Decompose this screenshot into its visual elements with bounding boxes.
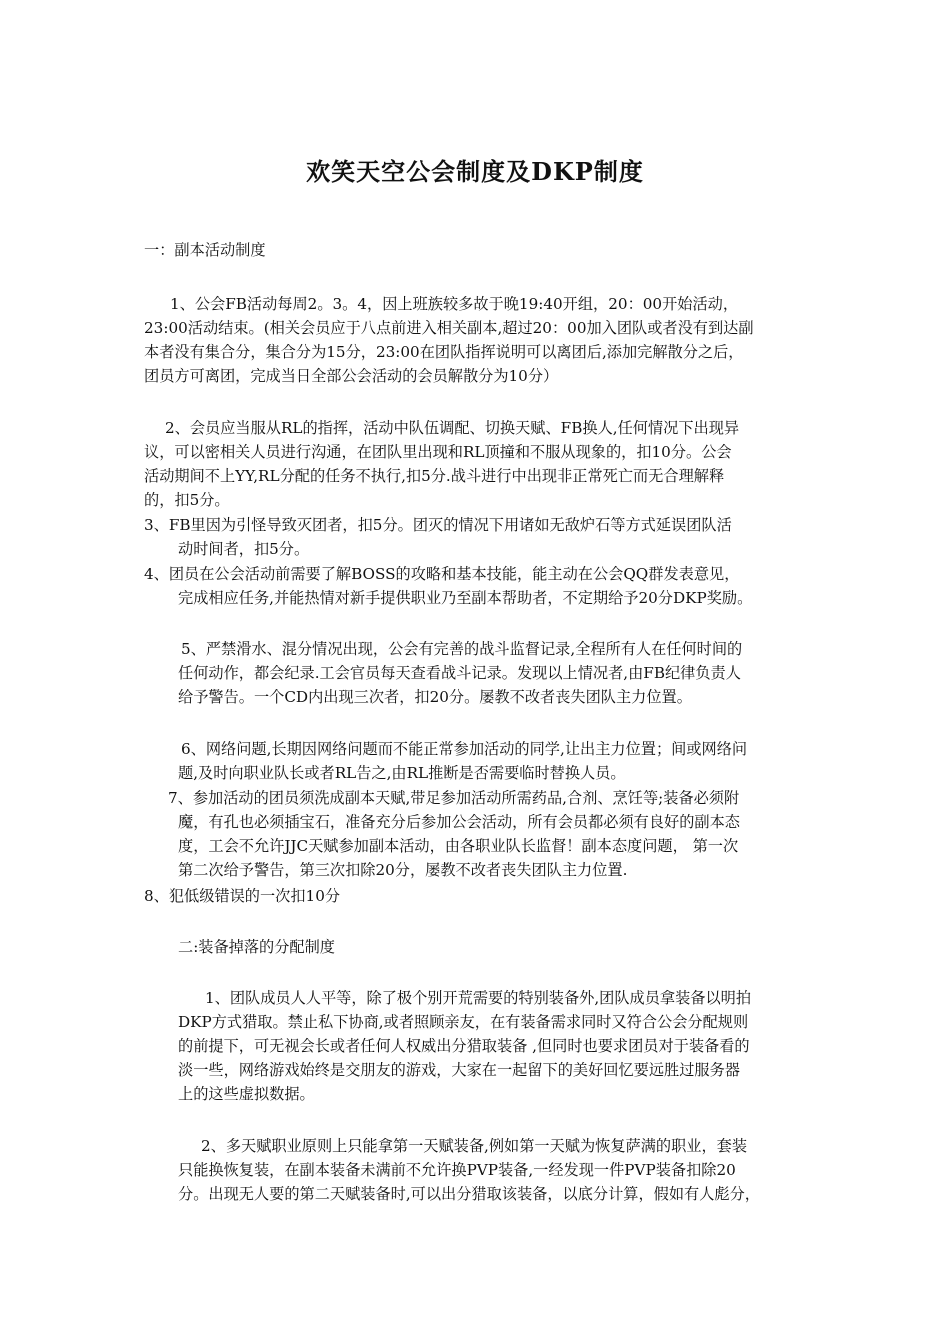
loot-rule-1-line: DKP方式猎取。禁止私下协商,或者照顾亲友，在有装备需求同时又符合公会分配规则: [178, 1013, 749, 1031]
rule-7-line: 第二次给予警告，第三次扣除20分，屡教不改者丧失团队主力位置.: [178, 861, 628, 879]
section-heading-loot-rules: 二:装备掉落的分配制度: [178, 938, 335, 956]
rule-8-line: 8、犯低级错误的一次扣10分: [144, 887, 341, 905]
rule-2-line: 议，可以密相关人员进行沟通，在团队里出现和RL顶撞和不服从现象的，扣10分。公会: [144, 443, 732, 461]
rule-1-line: 1、公会FB活动每周2。3。4，因上班族较多故于晚19:40开组，20：00开始活动，: [170, 295, 739, 313]
loot-rule-1-line: 1、团队成员人人平等，除了极个别开荒需要的特别装备外,团队成员拿装备以明拍: [205, 989, 752, 1007]
rule-4-line: 完成相应任务,并能热情对新手提供职业乃至副本帮助者，不定期给予20分DKP奖励。: [178, 589, 753, 607]
rule-2-line: 活动期间不上YY,RL分配的任务不执行,扣5分.战斗进行中出现非正常死亡而无合理解释: [144, 467, 725, 485]
rule-6-line: 题,及时向职业队长或者RL告之,由RL推断是否需要临时替换人员。: [178, 764, 626, 782]
rule-7-line: 魔，有孔也必须插宝石，准备充分后参加公会活动，所有会员都必须有良好的副本态: [178, 813, 740, 831]
section-heading-dungeon-rules: 一：副本活动制度: [144, 241, 266, 259]
loot-rule-2-line: 只能换恢复装，在副本装备未满前不允许换PVP装备,一经发现一件PVP装备扣除20: [178, 1161, 736, 1179]
rule-7-line: 度，工会不允许JJC天赋参加副本活动，由各职业队长监督！副本态度问题， 第一次: [178, 837, 739, 855]
document-title: 欢笑天空公会制度及DKP制度: [306, 157, 644, 186]
loot-rule-2-line: 分。出现无人要的第二天赋装备时,可以出分猎取该装备，以底分计算，假如有人彪分，: [178, 1185, 760, 1203]
rule-1-line: 团员方可离团，完成当日全部公会活动的会员解散分为10分）: [144, 367, 559, 385]
rule-3-line: 3、FB里因为引怪导致灭团者，扣5分。团灭的情况下用诸如无敌炉石等方式延误团队活: [144, 516, 732, 534]
rule-5-line: 任何动作，都会纪录.工会官员每天查看战斗记录。发现以上情况者,由FB纪律负责人: [178, 664, 741, 682]
loot-rule-1-line: 淡一些，网络游戏始终是交朋友的游戏，大家在一起留下的美好回忆要远胜过服务器: [178, 1061, 740, 1079]
rule-7-line: 7、参加活动的团员须洗成副本天赋,带足参加活动所需药品,合剂、烹饪等;装备必须附: [168, 789, 740, 807]
rule-3-line: 动时间者，扣5分。: [178, 540, 310, 558]
loot-rule-1-line: 上的这些虚拟数据。: [178, 1085, 315, 1103]
rule-5-line: 5、严禁滑水、混分情况出现，公会有完善的战斗监督记录,全程所有人在任何时间的: [181, 640, 743, 658]
rule-1-line: 本者没有集合分，集合分为15分，23:00在团队指挥说明可以离团后,添加完解散分之后，: [144, 343, 744, 361]
rule-5-line: 给予警告。一个CD内出现三次者，扣20分。屡教不改者丧失团队主力位置。: [178, 688, 692, 706]
loot-rule-1-line: 的前提下，可无视会长或者任何人权威出分猎取装备 ,但同时也要求团员对于装备看的: [178, 1037, 750, 1055]
rule-1-line: 23:00活动结束。(相关会员应于八点前进入相关副本,超过20：00加入团队或者没有到达副: [144, 319, 754, 337]
rule-4-line: 4、团员在公会活动前需要了解BOSS的攻略和基本技能，能主动在公会QQ群发表意见，: [144, 565, 740, 583]
rule-2-line: 2、会员应当服从RL的指挥，活动中队伍调配、切换天赋、FB换人,任何情况下出现异: [165, 419, 740, 437]
loot-rule-2-line: 2、多天赋职业原则上只能拿第一天赋装备,例如第一天赋为恢复萨满的职业，套装: [201, 1137, 748, 1155]
rule-6-line: 6、网络问题,长期因网络问题而不能正常参加活动的同学,让出主力位置；间或网络问: [181, 740, 748, 758]
rule-2-line: 的，扣5分。: [144, 491, 230, 509]
